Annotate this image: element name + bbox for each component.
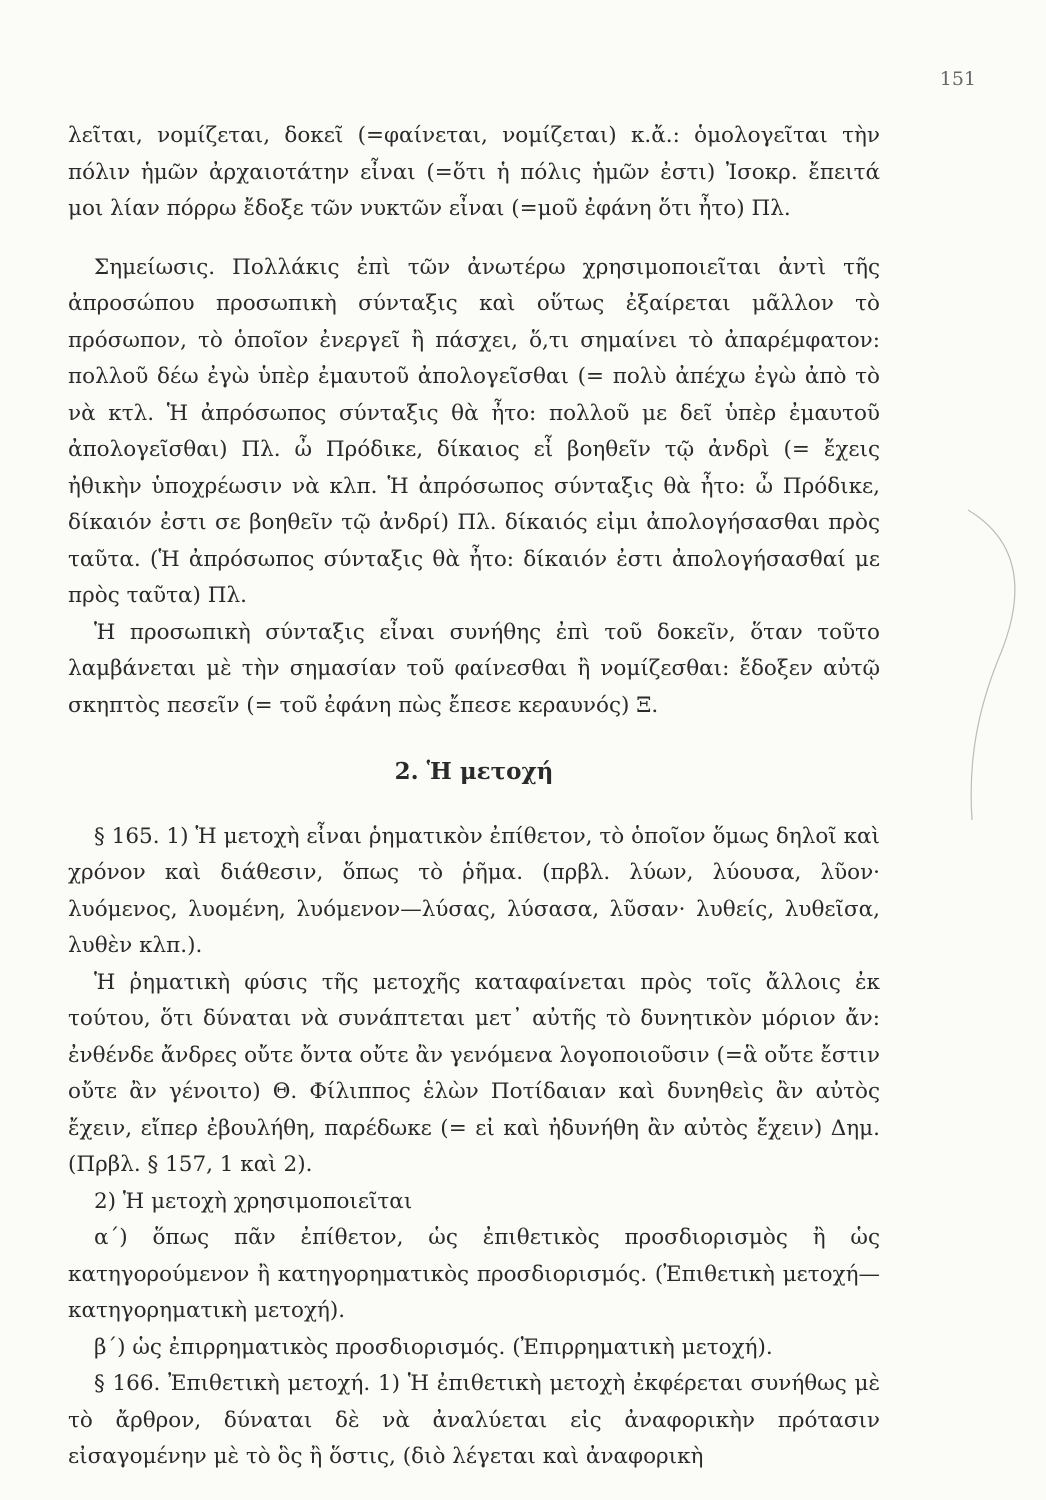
paragraph-personal-syntax: Ἡ προσωπικὴ σύνταξις εἶναι συνήθης ἐπὶ τοῦ δοκεῖν, ὅταν τοῦτο λαμβάνεται μὲ τὴν σημασίαν τοῦ φαίνεσθαι ἢ νομίζεσθαι: ἔδοξεν αὐτῷ σκηπτὸς πεσεῖν (= τοῦ ἐφάνη πὼς ἔπεσε κεραυνός) Ξ.: [68, 619, 880, 718]
paragraph-usage: 2) Ἡ μετοχὴ χρησιμοποιεῖται: [94, 1188, 413, 1214]
paragraph-165: § 165. 1) Ἡ μετοχὴ εἶναι ῥηματικὸν ἐπίθετον, τὸ ὁποῖον ὅμως δηλοῖ καὶ χρόνον καὶ διάθεσιν, ὅπως τὸ ῥῆμα. (πρβλ. λύων, λύουσα, λῦον· λυόμενος, λυομένη, λυόμενον—λύσας, λύσασα, λῦσαν· λυθείς, λυθεῖσα, λυθὲν κλπ.).: [68, 823, 880, 958]
paragraph-usage-b: β΄) ὡς ἐπιρρηματικὸς προσδιορισμός. (Ἐπιρρηματικὴ μετοχή).: [94, 1334, 773, 1360]
paragraph-166: § 166. Ἐπιθετικὴ μετοχή. 1) Ἡ ἐπιθετικὴ μετοχὴ ἐκφέρεται συνήθως μὲ τὸ ἄρθρον, δύναται δὲ νὰ ἀναλύεται εἰς ἀναφορικὴν πρότασιν εἰσαγομένην μὲ τὸ ὃς ἢ ὅστις, (διὸ λέγεται καὶ ἀναφορικὴ: [68, 1371, 880, 1469]
page-curl-shadow: [958, 500, 1038, 830]
page-number: 151: [939, 68, 976, 90]
paragraph-usage-a: α΄) ὅπως πᾶν ἐπίθετον, ὡς ἐπιθετικὸς προσδιορισμὸς ἢ ὡς κατηγορούμενον ἢ κατηγορηματικὸς προσδιορισμός. (Ἐπιθετικὴ μετοχή—κατηγορηματικὴ μετοχή).: [68, 1225, 880, 1323]
section-heading: 2. Ἡ μετοχή: [394, 758, 554, 785]
page-curl-line: [968, 510, 1015, 820]
paragraph-continuation: λεῖται, νομίζεται, δοκεῖ (=φαίνεται, νομίζεται) κ.ἄ.: ὁμολογεῖται τὴν πόλιν ἡμῶν ἀρχαιοτάτην εἶναι (=ὅτι ἡ πόλις ἡμῶν ἐστι) Ἰσοκρ. ἔπειτά μοι λίαν πόρρω ἔδοξε τῶν νυκτῶν εἶναι (=μοῦ ἐφάνη ὅτι ἦτο) Πλ.: [68, 123, 880, 221]
paragraph-gap: [68, 228, 880, 250]
paragraph-note: Σημείωσις. Πολλάκις ἐπὶ τῶν ἀνωτέρω χρησιμοποιεῖται ἀντὶ τῆς ἀπροσώπου προσωπικὴ σύνταξις καὶ οὕτως ἐξαίρεται μᾶλλον τὸ πρόσωπον, τὸ ὁποῖον ἐνεργεῖ ἢ πάσχει, ὅ,τι σημαίνει τὸ ἀπαρέμφατον: πολλοῦ δέω ἐγὼ ὑπὲρ ἐμαυτοῦ ἀπολογεῖσθαι (= πολὺ ἀπέχω ἐγὼ ἀπὸ τὸ νὰ κτλ. Ἡ ἀπρόσωπος σύνταξις θὰ ἦτο: πολλοῦ με δεῖ ὑπὲρ ἐμαυτοῦ ἀπολογεῖσθαι) Πλ. ὦ Πρόδικε, δίκαιος εἶ βοηθεῖν τῷ ἀνδρὶ (= ἔχεις ἠθικὴν ὑποχρέωσιν νὰ κλπ. Ἡ ἀπρόσωπος σύνταξις θὰ ἦτο: ὦ Πρόδικε, δίκαιόν ἐστι σε βοηθεῖν τῷ ἀνδρί) Πλ. δίκαιός εἰμι ἀπολογήσασθαι πρὸς ταῦτα. (Ἡ ἀπρόσωπος σύνταξις θὰ ἦτο: δίκαιόν ἐστι ἀπολογήσασθαί με πρὸς ταῦτα) Πλ.: [68, 254, 880, 608]
paragraph-verbal-nature: Ἡ ῥηματικὴ φύσις τῆς μετοχῆς καταφαίνεται πρὸς τοῖς ἄλλοις ἐκ τούτου, ὅτι δύναται νὰ συνάπτεται μετ᾽ αὐτῆς τὸ δυνητικὸν μόριον ἄν: ἐνθένδε ἄνδρες οὔτε ὄντα οὔτε ἂν γενόμενα λογοποιοῦσιν (=ἃ οὔτε ἔστιν οὔτε ἂν γένοιτο) Θ. Φίλιππος ἑλὼν Ποτίδαιαν καὶ δυνηθεὶς ἂν αὐτὸς ἔχειν, εἴπερ ἐβουλήθη, παρέδωκε (= εἰ καὶ ἠδυνήθη ἂν αὐτὸς ἔχειν) Δημ. (Πρβλ. § 157, 1 καὶ 2).: [68, 969, 880, 1177]
body-text: [68, 118, 880, 1476]
